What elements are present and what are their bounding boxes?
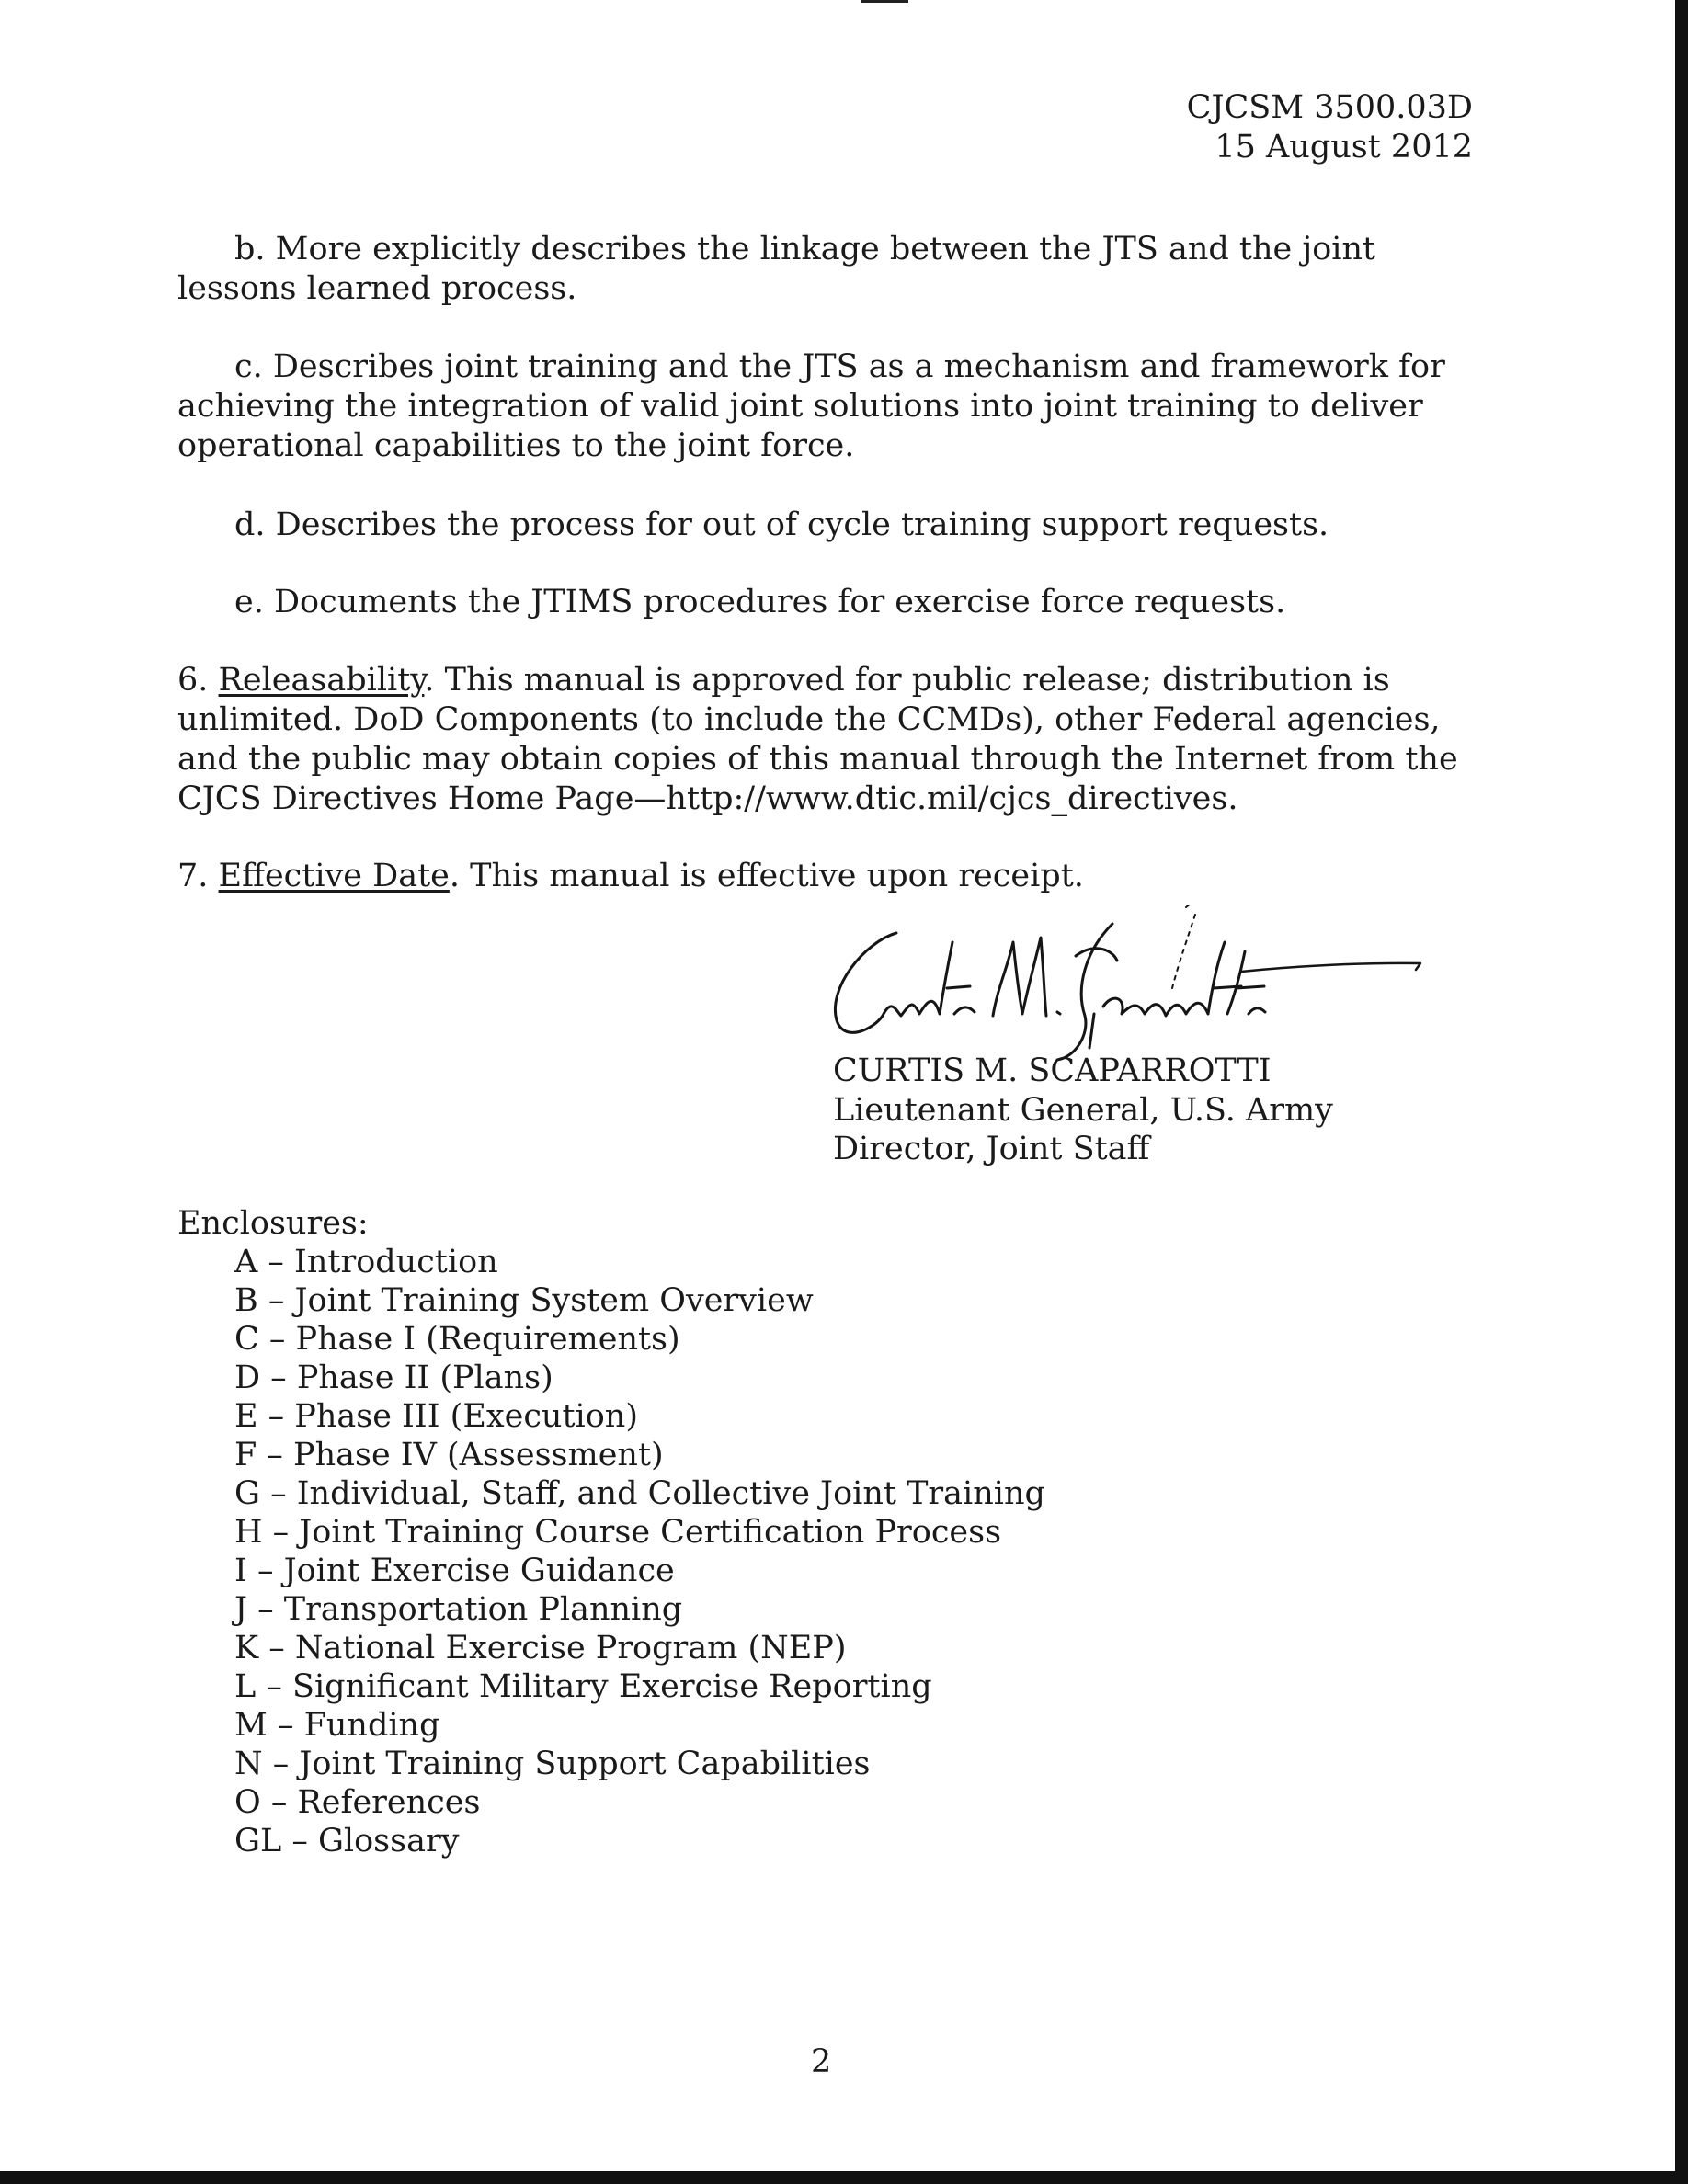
para-6-heading: Releasability	[218, 662, 425, 699]
signer-title: Director, Joint Staff	[833, 1131, 1150, 1167]
enclosure-item: C – Phase I (Requirements)	[234, 1321, 680, 1358]
enclosure-item: B – Joint Training System Overview	[234, 1282, 814, 1319]
para-7-line1	[177, 857, 1084, 896]
enclosure-item: GL – Glossary	[234, 1823, 460, 1860]
enclosure-item: M – Funding	[234, 1707, 440, 1744]
para-6-line4: CJCS Directives Home Page—http://www.dtic.mil/cjcs_directives.	[177, 780, 1238, 817]
para-b-line2: lessons learned process.	[177, 270, 577, 307]
enclosure-item: J – Transportation Planning	[234, 1591, 683, 1628]
enclosure-item: O – References	[234, 1784, 481, 1821]
signer-name: CURTIS M. SCAPARROTTI	[833, 1052, 1272, 1089]
enclosure-item: E – Phase III (Execution)	[234, 1398, 638, 1435]
para-6-line1-rest: . This manual is approved for public release; distribution is	[424, 662, 1390, 699]
scan-mark	[861, 0, 908, 3]
enclosure-item: L – Significant Military Exercise Reporting	[234, 1668, 932, 1705]
signature-image	[809, 905, 1443, 1062]
para-6-line2: unlimited. DoD Components (to include the CCMDs), other Federal agencies,	[177, 701, 1441, 738]
doc-number: CJCSM 3500.03D	[1186, 89, 1473, 126]
para-7-number: 7.	[177, 858, 209, 894]
para-c-line3: operational capabilities to the joint force.	[177, 427, 855, 464]
para-e-line1: e. Documents the JTIMS procedures for exercise force requests.	[234, 584, 1286, 620]
signer-rank: Lieutenant General, U.S. Army	[833, 1092, 1333, 1129]
enclosure-item: K – National Exercise Program (NEP)	[234, 1630, 847, 1666]
para-c-line2: achieving the integration of valid joint solutions into joint training to deliver	[177, 388, 1423, 425]
enclosures-heading: Enclosures:	[177, 1205, 369, 1242]
scan-border-bottom	[0, 2171, 1688, 2184]
scan-border-right	[1675, 0, 1688, 2184]
para-6-line1	[177, 661, 1390, 700]
para-7-heading: Effective Date	[218, 858, 450, 894]
page-number: 2	[811, 2043, 832, 2080]
enclosure-item: I – Joint Exercise Guidance	[234, 1553, 675, 1589]
para-6-number: 6.	[177, 662, 209, 699]
enclosure-item: N – Joint Training Support Capabilities	[234, 1746, 871, 1782]
enclosure-item: A – Introduction	[234, 1244, 498, 1280]
para-b-line1: b. More explicitly describes the linkage between the JTS and the joint	[234, 231, 1376, 267]
enclosure-item: D – Phase II (Plans)	[234, 1359, 553, 1396]
para-6-line3: and the public may obtain copies of this manual through the Internet from the	[177, 741, 1458, 778]
para-7-rest: . This manual is effective upon receipt.	[449, 858, 1084, 894]
enclosure-item: H – Joint Training Course Certification Process	[234, 1514, 1002, 1551]
para-c-line1: c. Describes joint training and the JTS as a mechanism and framework for	[234, 348, 1445, 385]
doc-date: 15 August 2012	[1215, 129, 1473, 165]
para-d-line1: d. Describes the process for out of cycle training support requests.	[234, 506, 1329, 543]
enclosure-item: G – Individual, Staff, and Collective Joint Training	[234, 1475, 1045, 1512]
enclosure-item: F – Phase IV (Assessment)	[234, 1437, 664, 1473]
